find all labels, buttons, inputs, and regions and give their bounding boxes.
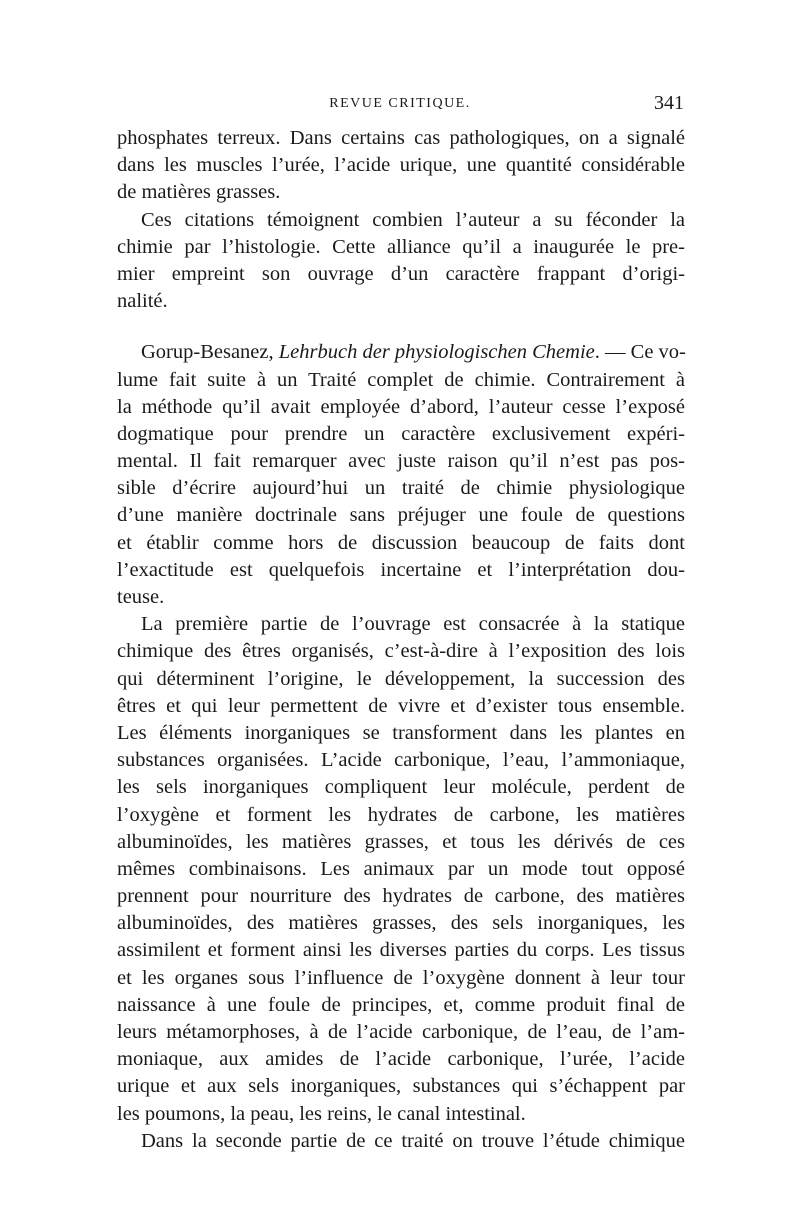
text-line: Dans la seconde partie de ce traité on trouve l’étude chimique: [141, 1129, 685, 1152]
running-title: REVUE CRITIQUE.: [329, 96, 471, 111]
text-line: dogmatique pour prendre un caractère exclusivement expéri-: [117, 422, 685, 445]
text-line: nalité.: [117, 290, 168, 313]
text-line: la méthode qu’il avait employée d’abord, l’auteur cesse l’exposé: [117, 395, 685, 418]
review-author: Gorup-Besanez,: [141, 341, 279, 364]
running-header: [116, 92, 684, 116]
text-line: les sels inorganiques compliquent leur molécule, perdent de: [117, 776, 685, 799]
text-line: l’exactitude est quelquefois incertaine et l’interprétation dou-: [117, 558, 685, 581]
page-number: 341: [654, 92, 684, 114]
text-line: teuse.: [117, 586, 165, 608]
text-line: mental. Il fait remarquer avec juste raison qu’il n’est pas pos-: [117, 450, 685, 473]
paragraph-first-part: [117, 611, 685, 1128]
paragraph-continuation: [117, 125, 685, 207]
text-line: êtres et qui leur permettent de vivre et d’exister tous ensemble.: [117, 694, 685, 717]
text-line: les poumons, la peau, les reins, le canal intestinal.: [117, 1102, 526, 1125]
body-text: [117, 125, 685, 1155]
text-line: Ces citations témoignent combien l’auteur a su féconder la: [141, 208, 685, 231]
text-line: de matières grasses.: [117, 181, 281, 204]
text-line: albuminoïdes, les matières grasses, et tous les dérivés de ces: [117, 830, 685, 853]
paragraph-review-entry: [117, 339, 685, 611]
text-line: moniaque, aux amides de l’acide carbonique, l’urée, l’acide: [117, 1048, 685, 1071]
text-line: chimie par l’histologie. Cette alliance qu’il a inaugurée le pre-: [117, 235, 685, 258]
section-gap: [117, 315, 685, 339]
paragraph-citations: [117, 207, 685, 316]
text-line: urique et aux sels inorganiques, substances qui s’échappent par: [117, 1075, 685, 1098]
text-line: lume fait suite à un Traité complet de chimie. Contrairement à: [117, 368, 685, 391]
text-line: et établir comme hors de discussion beaucoup de faits dont: [117, 531, 685, 554]
text-line: albuminoïdes, des matières grasses, des sels inorganiques, les: [117, 912, 685, 935]
text-line: l’oxygène et forment les hydrates de carbone, les matières: [117, 803, 685, 826]
review-book-title: Lehrbuch der physiologischen Chemie: [278, 341, 595, 364]
text-line: Les éléments inorganiques se transforment dans les plantes en: [117, 721, 685, 744]
text-line: phosphates terreux. Dans certains cas pathologiques, on a signalé: [117, 127, 685, 149]
text-line: La première partie de l’ouvrage est consacrée à la statique: [141, 613, 685, 636]
text-line: et les organes sous l’influence de l’oxygène donnent à leur tour: [117, 966, 685, 989]
paragraph-second-part: [117, 1128, 685, 1155]
text-line: prennent pour nourriture des hydrates de carbone, des matières: [117, 885, 685, 908]
text-line: naissance à une foule de principes, et, comme produit final de: [117, 993, 685, 1016]
text-line: assimilent et forment ainsi les diverses parties du corps. Les tissus: [117, 939, 685, 962]
review-heading-line: [117, 339, 685, 366]
text-line: qui déterminent l’origine, le développement, la succession des: [117, 667, 685, 690]
text-line: mêmes combinaisons. Les animaux par un mode tout opposé: [117, 857, 685, 880]
text-line: dans les muscles l’urée, l’acide urique, une quantité considérable: [117, 154, 685, 177]
text-line: sible d’écrire aujourd’hui un traité de chimie physiologique: [117, 477, 685, 500]
text-line: d’une manière doctrinale sans préjuger une foule de questions: [117, 504, 685, 527]
review-heading-rest: . — Ce vo-: [594, 341, 686, 364]
text-line: mier empreint son ouvrage d’un caractère frappant d’origi-: [117, 262, 685, 285]
text-line: leurs métamorphoses, à de l’acide carbonique, de l’eau, de l’am-: [117, 1021, 685, 1043]
text-line: substances organisées. L’acide carbonique, l’eau, l’ammoniaque,: [117, 749, 685, 772]
text-line: chimique des êtres organisés, c’est-à-dire à l’exposition des lois: [117, 640, 685, 663]
